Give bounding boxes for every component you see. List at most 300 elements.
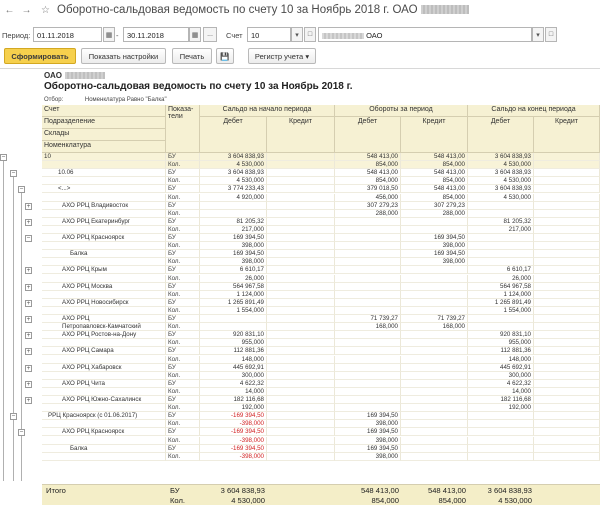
cell-cd: [468, 323, 534, 331]
redacted-org-name: [421, 5, 469, 14]
table-row[interactable]: [42, 396, 600, 404]
cell-td: [335, 364, 401, 372]
cell-od: 182 116,68: [200, 396, 267, 404]
cell-kind: Кол.: [166, 420, 200, 428]
cell-od: 398,000: [200, 258, 267, 266]
report-title: Оборотно-сальдовая ведомость по счету 10 за Ноябрь 2018 г.: [44, 81, 353, 92]
expand-icon[interactable]: +: [26, 380, 31, 388]
header-turnover: Обороты за период: [335, 105, 468, 117]
table-row[interactable]: [42, 437, 600, 445]
cell-name: [42, 242, 166, 250]
cell-cd: 81 205,32: [468, 218, 534, 226]
cell-td: 169 394,50: [335, 412, 401, 420]
cell-cc: [534, 258, 600, 266]
expand-icon[interactable]: +: [26, 202, 31, 210]
cell-cc: [534, 315, 600, 323]
cell-name: [42, 177, 166, 185]
cell-oc: [267, 234, 335, 242]
cell-cd: 4 530,000: [468, 177, 534, 185]
cell-cd: [468, 428, 534, 436]
cell-oc: [267, 250, 335, 258]
cell-od: 112 881,36: [200, 347, 267, 355]
cell-cc: [534, 169, 600, 177]
cell-kind: Кол.: [166, 226, 200, 234]
cell-name: [42, 372, 166, 380]
register-button-label: Регистр учета: [254, 51, 304, 61]
header-warehouses: Склады: [42, 129, 166, 141]
cell-cd: [468, 315, 534, 323]
table-row[interactable]: [42, 299, 600, 307]
cell-name: [42, 307, 166, 315]
cell-cd: 148,000: [468, 356, 534, 364]
cell-od: [200, 323, 267, 331]
table-row[interactable]: [42, 428, 600, 436]
cell-name: [42, 226, 166, 234]
cell-kind: БУ: [166, 266, 200, 274]
cell-tc: [401, 275, 468, 283]
cell-td: 168,000: [335, 323, 401, 331]
cell-oc: [267, 412, 335, 420]
open-icon[interactable]: □: [304, 27, 316, 42]
cell-tc: [401, 420, 468, 428]
cell-name: АХО РРЦ Владивосток: [42, 202, 166, 210]
cell-od: 169 394,50: [200, 234, 267, 242]
back-arrow-icon[interactable]: ←: [4, 4, 15, 16]
tree-line: [13, 173, 14, 481]
cell-name: АХО РРЦ: [42, 315, 166, 323]
cell-oc: [267, 185, 335, 193]
cell-tc: 169 394,50: [401, 250, 468, 258]
collapse-icon[interactable]: −: [19, 186, 24, 193]
cell-cd: [468, 437, 534, 445]
show-settings-button[interactable]: Показать настройки: [81, 48, 166, 64]
table-row[interactable]: [42, 315, 600, 323]
expand-icon[interactable]: +: [26, 397, 31, 404]
cell-od: -169 394,50: [200, 428, 267, 436]
cell-cc: [534, 453, 600, 461]
table-row[interactable]: [42, 266, 600, 274]
total-turnover-credit-kol: 854,000: [438, 496, 466, 505]
total-bu-label: БУ: [170, 486, 180, 495]
cell-name: АХО РРЦ Новосибирск: [42, 299, 166, 307]
cell-od: 3 604 838,93: [200, 169, 267, 177]
redacted-org-prefix: [322, 33, 364, 39]
cell-cd: 26,000: [468, 275, 534, 283]
expand-icon[interactable]: +: [26, 348, 31, 356]
cell-cd: 4 622,32: [468, 380, 534, 388]
cell-cd: 955,000: [468, 339, 534, 347]
total-turnover-debit-kol: 854,000: [371, 496, 399, 505]
cell-tc: [401, 291, 468, 299]
cell-name: 10.06: [42, 169, 166, 177]
cell-td: [335, 218, 401, 226]
calendar-icon[interactable]: ▦: [189, 27, 201, 42]
cell-oc: [267, 364, 335, 372]
cell-od: 3 604 838,93: [200, 153, 267, 161]
cell-cc: [534, 331, 600, 339]
cell-td: 456,000: [335, 194, 401, 202]
cell-kind: Кол.: [166, 242, 200, 250]
generate-button[interactable]: Сформировать: [4, 48, 76, 64]
table-row[interactable]: [42, 185, 600, 193]
cell-od: 192,000: [200, 404, 267, 412]
cell-tc: 71 739,27: [401, 315, 468, 323]
cell-cd: 182 116,68: [468, 396, 534, 404]
total-closing-debit-kol: 4 530,000: [498, 496, 532, 505]
table-row[interactable]: [42, 234, 600, 242]
cell-cc: [534, 437, 600, 445]
cell-name: [42, 339, 166, 347]
cell-tc: [401, 372, 468, 380]
table-row[interactable]: [42, 331, 600, 339]
cell-kind: Кол.: [166, 177, 200, 185]
total-opening-debit-bu: 3 604 838,93: [220, 486, 265, 495]
table-row[interactable]: [42, 356, 600, 364]
table-row[interactable]: [42, 339, 600, 347]
cell-oc: [267, 226, 335, 234]
chevron-down-icon[interactable]: ▾: [532, 27, 544, 42]
cell-tc: 548 413,00: [401, 185, 468, 193]
cell-td: [335, 234, 401, 242]
table-row[interactable]: [42, 323, 600, 331]
cell-oc: [267, 291, 335, 299]
header-account: Счет: [42, 105, 166, 117]
register-button[interactable]: [248, 48, 316, 64]
cell-name: [42, 194, 166, 202]
cell-kind: Кол.: [166, 291, 200, 299]
table-row[interactable]: [42, 380, 600, 388]
cell-cc: [534, 356, 600, 364]
cell-kind: Кол.: [166, 210, 200, 218]
favorite-star-icon[interactable]: ☆: [41, 4, 50, 16]
cell-kind: Кол.: [166, 161, 200, 169]
cell-cd: 4 530,000: [468, 194, 534, 202]
cell-cd: 1 265 891,49: [468, 299, 534, 307]
cell-td: 288,000: [335, 210, 401, 218]
cell-kind: БУ: [166, 380, 200, 388]
cell-kind: БУ: [166, 185, 200, 193]
cell-kind: Кол.: [166, 194, 200, 202]
cell-kind: БУ: [166, 315, 200, 323]
cell-cc: [534, 291, 600, 299]
report-filter: [44, 97, 187, 103]
cell-cc: [534, 218, 600, 226]
table-row[interactable]: [42, 372, 600, 380]
table-row[interactable]: [42, 388, 600, 396]
cell-cc: [534, 153, 600, 161]
table-row[interactable]: [42, 169, 600, 177]
cell-od: 300,000: [200, 372, 267, 380]
header-closing-balance: Сальдо на конец периода: [468, 105, 600, 117]
cell-td: 169 394,50: [335, 445, 401, 453]
cell-name: [42, 291, 166, 299]
cell-tc: 854,000: [401, 194, 468, 202]
cell-kind: БУ: [166, 299, 200, 307]
cell-od: 398,000: [200, 242, 267, 250]
cell-name: [42, 404, 166, 412]
cell-cd: 445 692,91: [468, 364, 534, 372]
table-row[interactable]: [42, 242, 600, 250]
cell-oc: [267, 153, 335, 161]
cell-td: 307 279,23: [335, 202, 401, 210]
collapse-icon[interactable]: −: [11, 170, 16, 177]
cell-name: АХО РРЦ Крым: [42, 266, 166, 274]
total-label: Итого: [46, 486, 66, 495]
redacted-org-name: [65, 72, 105, 79]
cell-td: [335, 299, 401, 307]
cell-tc: [401, 445, 468, 453]
cell-kind: БУ: [166, 250, 200, 258]
period-select-button[interactable]: ...: [203, 27, 217, 42]
toolbar: [0, 48, 600, 65]
collapse-icon[interactable]: −: [1, 154, 6, 161]
cell-cd: [468, 412, 534, 420]
header-opening-debit: Дебет: [200, 117, 267, 153]
table-row[interactable]: [42, 420, 600, 428]
cell-od: 4 622,32: [200, 380, 267, 388]
cell-kind: БУ: [166, 169, 200, 177]
cell-cc: [534, 428, 600, 436]
expand-icon[interactable]: +: [26, 299, 31, 307]
cell-td: [335, 250, 401, 258]
chevron-down-icon[interactable]: ▾: [291, 27, 303, 42]
table-row[interactable]: [42, 161, 600, 169]
cell-cc: [534, 283, 600, 291]
calendar-icon[interactable]: ▦: [103, 27, 115, 42]
cell-name: [42, 210, 166, 218]
cell-od: 6 610,17: [200, 266, 267, 274]
cell-oc: [267, 307, 335, 315]
table-row[interactable]: [42, 291, 600, 299]
cell-oc: [267, 347, 335, 355]
organization-value: ОАО: [366, 31, 383, 40]
cell-cc: [534, 202, 600, 210]
cell-td: [335, 388, 401, 396]
cell-cc: [534, 275, 600, 283]
cell-cd: 6 610,17: [468, 266, 534, 274]
cell-oc: [267, 388, 335, 396]
table-row[interactable]: [42, 453, 600, 461]
table-row[interactable]: [42, 412, 600, 420]
cell-od: 26,000: [200, 275, 267, 283]
cell-td: [335, 347, 401, 355]
cell-kind: Кол.: [166, 258, 200, 266]
cell-cc: [534, 307, 600, 315]
cell-kind: БУ: [166, 412, 200, 420]
cell-od: [200, 210, 267, 218]
cell-od: 4 920,000: [200, 194, 267, 202]
table-row[interactable]: [42, 404, 600, 412]
table-row[interactable]: [42, 364, 600, 372]
chevron-down-icon: ▾: [305, 51, 310, 61]
cell-tc: 398,000: [401, 242, 468, 250]
table-row[interactable]: [42, 283, 600, 291]
cell-kind: Кол.: [166, 453, 200, 461]
cell-cc: [534, 250, 600, 258]
cell-kind: БУ: [166, 202, 200, 210]
cell-cc: [534, 339, 600, 347]
cell-name: [42, 161, 166, 169]
cell-oc: [267, 242, 335, 250]
print-button[interactable]: Печать: [172, 48, 212, 64]
cell-td: 169 394,50: [335, 428, 401, 436]
cell-cd: 14,000: [468, 388, 534, 396]
table-row[interactable]: [42, 307, 600, 315]
cell-cd: 112 881,36: [468, 347, 534, 355]
cell-kind: БУ: [166, 218, 200, 226]
header-closing-debit: Дебет: [468, 117, 534, 153]
table-row[interactable]: [42, 202, 600, 210]
cell-name: [42, 356, 166, 364]
filter-value: Номенклатура Равно "Балка": [84, 97, 167, 103]
cell-tc: [401, 331, 468, 339]
table-row[interactable]: [42, 218, 600, 226]
expand-icon[interactable]: +: [26, 332, 31, 340]
expand-icon[interactable]: +: [26, 267, 31, 275]
cell-oc: [267, 275, 335, 283]
cell-kind: БУ: [166, 347, 200, 355]
cell-td: [335, 226, 401, 234]
table-row[interactable]: [42, 210, 600, 218]
cell-td: [335, 331, 401, 339]
cell-oc: [267, 445, 335, 453]
table-row[interactable]: [42, 445, 600, 453]
cell-tc: 307 279,23: [401, 202, 468, 210]
cell-td: 854,000: [335, 161, 401, 169]
cell-od: 4 530,000: [200, 161, 267, 169]
cell-od: 81 205,32: [200, 218, 267, 226]
cell-td: [335, 242, 401, 250]
cell-kind: Кол.: [166, 356, 200, 364]
total-row: [42, 484, 600, 505]
collapse-icon[interactable]: −: [26, 235, 31, 242]
cell-cd: [468, 242, 534, 250]
table-header: [42, 105, 600, 153]
cell-kind: БУ: [166, 331, 200, 339]
table-row[interactable]: [42, 258, 600, 266]
cell-cd: 4 530,000: [468, 161, 534, 169]
expand-icon[interactable]: +: [26, 283, 31, 291]
cell-od: 169 394,50: [200, 250, 267, 258]
cell-od: 1 554,000: [200, 307, 267, 315]
date-to-field[interactable]: 30.11.2018: [123, 27, 189, 42]
cell-name: [42, 275, 166, 283]
cell-oc: [267, 194, 335, 202]
collapse-icon[interactable]: −: [11, 413, 16, 421]
cell-tc: [401, 307, 468, 315]
tree-line: [21, 189, 22, 481]
cell-cc: [534, 388, 600, 396]
cell-td: 548 413,00: [335, 169, 401, 177]
cell-name: РРЦ Красноярск (с 01.06.2017): [42, 412, 166, 420]
cell-tc: [401, 437, 468, 445]
cell-kind: Кол.: [166, 404, 200, 412]
table-row[interactable]: [42, 153, 600, 161]
cell-oc: [267, 266, 335, 274]
organization-field[interactable]: [318, 27, 532, 42]
date-from-field[interactable]: 01.11.2018: [33, 27, 102, 42]
cell-tc: [401, 266, 468, 274]
cell-td: [335, 275, 401, 283]
cell-oc: [267, 339, 335, 347]
cell-od: 955,000: [200, 339, 267, 347]
tree-line: [3, 157, 4, 481]
cell-tc: 288,000: [401, 210, 468, 218]
cell-name: <...>: [42, 185, 166, 193]
cell-oc: [267, 202, 335, 210]
cell-kind: БУ: [166, 283, 200, 291]
cell-kind: Кол.: [166, 307, 200, 315]
cell-td: [335, 380, 401, 388]
cell-cc: [534, 177, 600, 185]
cell-name: [42, 258, 166, 266]
expand-icon[interactable]: +: [26, 218, 31, 226]
account-field[interactable]: 10: [247, 27, 291, 42]
cell-name: АХО РРЦ Самара: [42, 347, 166, 355]
cell-tc: [401, 339, 468, 347]
cell-cd: [468, 210, 534, 218]
expand-icon[interactable]: +: [26, 364, 31, 372]
expand-icon[interactable]: +: [26, 316, 31, 323]
table-row[interactable]: [42, 177, 600, 185]
cell-oc: [267, 210, 335, 218]
cell-od: 920 831,10: [200, 331, 267, 339]
table-row[interactable]: [42, 226, 600, 234]
forward-arrow-icon[interactable]: →: [21, 4, 32, 16]
cell-tc: [401, 218, 468, 226]
cell-cc: [534, 266, 600, 274]
cell-kind: Кол.: [166, 437, 200, 445]
cell-oc: [267, 161, 335, 169]
cell-oc: [267, 258, 335, 266]
cell-od: [200, 315, 267, 323]
table-row[interactable]: [42, 275, 600, 283]
cell-tc: [401, 226, 468, 234]
save-icon[interactable]: 💾: [216, 48, 234, 64]
cell-name: АХО РРЦ Красноярск: [42, 234, 166, 242]
cell-cc: [534, 323, 600, 331]
collapse-icon[interactable]: −: [19, 429, 24, 437]
cell-oc: [267, 437, 335, 445]
cell-cc: [534, 396, 600, 404]
cell-od: -398,000: [200, 437, 267, 445]
cell-cc: [534, 242, 600, 250]
cell-tc: [401, 396, 468, 404]
table-row[interactable]: [42, 194, 600, 202]
cell-name: Балка: [42, 445, 166, 453]
cell-td: [335, 266, 401, 274]
cell-od: 4 530,000: [200, 177, 267, 185]
cell-td: [335, 307, 401, 315]
cell-od: 3 774 233,43: [200, 185, 267, 193]
table-row[interactable]: [42, 347, 600, 355]
cell-oc: [267, 380, 335, 388]
total-closing-debit-bu: 3 604 838,93: [487, 486, 532, 495]
table-row[interactable]: [42, 250, 600, 258]
open-icon[interactable]: □: [545, 27, 557, 42]
cell-od: 14,000: [200, 388, 267, 396]
cell-kind: Кол.: [166, 339, 200, 347]
total-turnover-debit-bu: 548 413,00: [360, 486, 399, 495]
parameters-bar: [0, 25, 600, 45]
cell-cd: 192,000: [468, 404, 534, 412]
cell-cc: [534, 412, 600, 420]
header-turnover-credit: Кредит: [401, 117, 468, 153]
cell-td: 398,000: [335, 420, 401, 428]
cell-cc: [534, 404, 600, 412]
cell-name: [42, 437, 166, 445]
cell-td: [335, 356, 401, 364]
